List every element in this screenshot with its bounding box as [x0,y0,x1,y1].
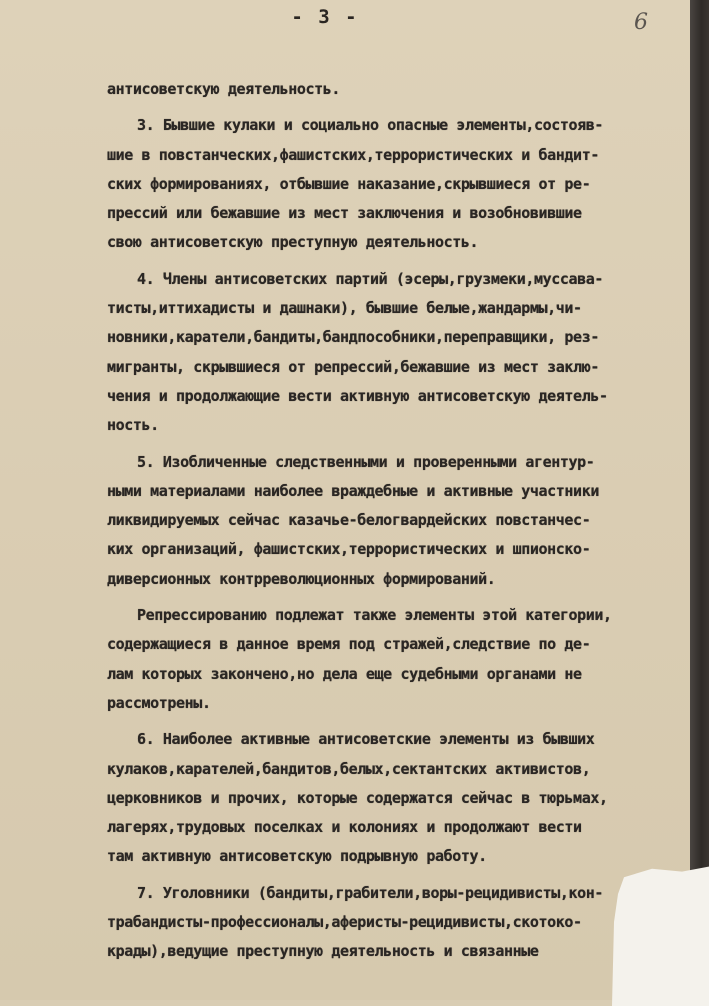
scan-edge-shadow [690,0,709,1000]
text-line: чения и продолжающие вести активную антисоветскую деятель- [107,386,608,405]
text-line: ских формированиях, отбывшие наказание,скрывшиеся от ре- [107,174,591,193]
text-line: 5. Изобличенные следственными и проверенными агентур- [137,452,595,471]
text-line: Репрессированию подлежат также элементы этой категории, [137,606,612,625]
text-line: рассмотрены. [107,693,211,712]
text-line: лам которых закончено,но дела еще судебными органами не [107,664,582,683]
text-line: там активную антисоветскую подрывную работу. [107,847,487,866]
text-line: свою антисоветскую преступную деятельность. [107,233,479,252]
text-line: лагерях,трудовых поселках и колониях и продолжают вести [107,818,582,837]
text-line: 3. Бывшие кулаки и социально опасные элементы,состояв- [137,116,604,135]
text-line: прессий или бежавшие из мест заключения и возобновившие [107,204,582,223]
text-line: антисоветскую деятельность. [107,80,341,98]
page-number: - 3 - [291,6,359,28]
text-line: ность. [107,416,159,435]
text-line: ными материалами наиболее враждебные и активные участники [107,481,599,500]
text-line: ких организаций, фашистских,террористических и шпионско- [107,540,591,559]
text-line: 4. Члены антисоветских партий (эсеры,грузмеки,муссава- [137,269,604,288]
text-line: ликвидируемых сейчас казачье-белогвардейских повстанчес- [107,511,591,530]
text-line: 6. Наиболее активные антисоветские элементы из бывших [137,730,595,749]
text-line: содержащиеся в данное время под стражей,следствие по де- [107,635,591,654]
text-line: новники,каратели,бандиты,бандпособники,переправщики, рез- [107,328,599,347]
text-line: мигранты, скрывшиеся от репрессий,бежавшие из мест заклю- [107,357,599,376]
document-body [107,75,692,967]
text-line: кулаков,карателей,бандитов,белых,сектантских активистов, [107,759,591,778]
text-line: диверсионных контрреволюционных формирований. [107,569,496,588]
text-line: тисты,иттихадисты и дашнаки), бывшие белые,жандармы,чи- [107,299,582,318]
text-line: шие в повстанческих,фашистских,террористических и бандит- [107,145,599,164]
text-line: церковников и прочих, которые содержатся сейчас в тюрьмах, [107,788,608,807]
text-line: трабандисты-профессионалы,аферисты-рецидивисты,скотоко- [107,913,582,932]
handwritten-page-mark: 6 [634,10,648,35]
text-line: 7. Уголовники (бандиты,грабители,воры-рецидивисты,кон- [137,883,604,902]
text-line: крады),ведущие преступную деятельность и связанные [107,942,539,961]
